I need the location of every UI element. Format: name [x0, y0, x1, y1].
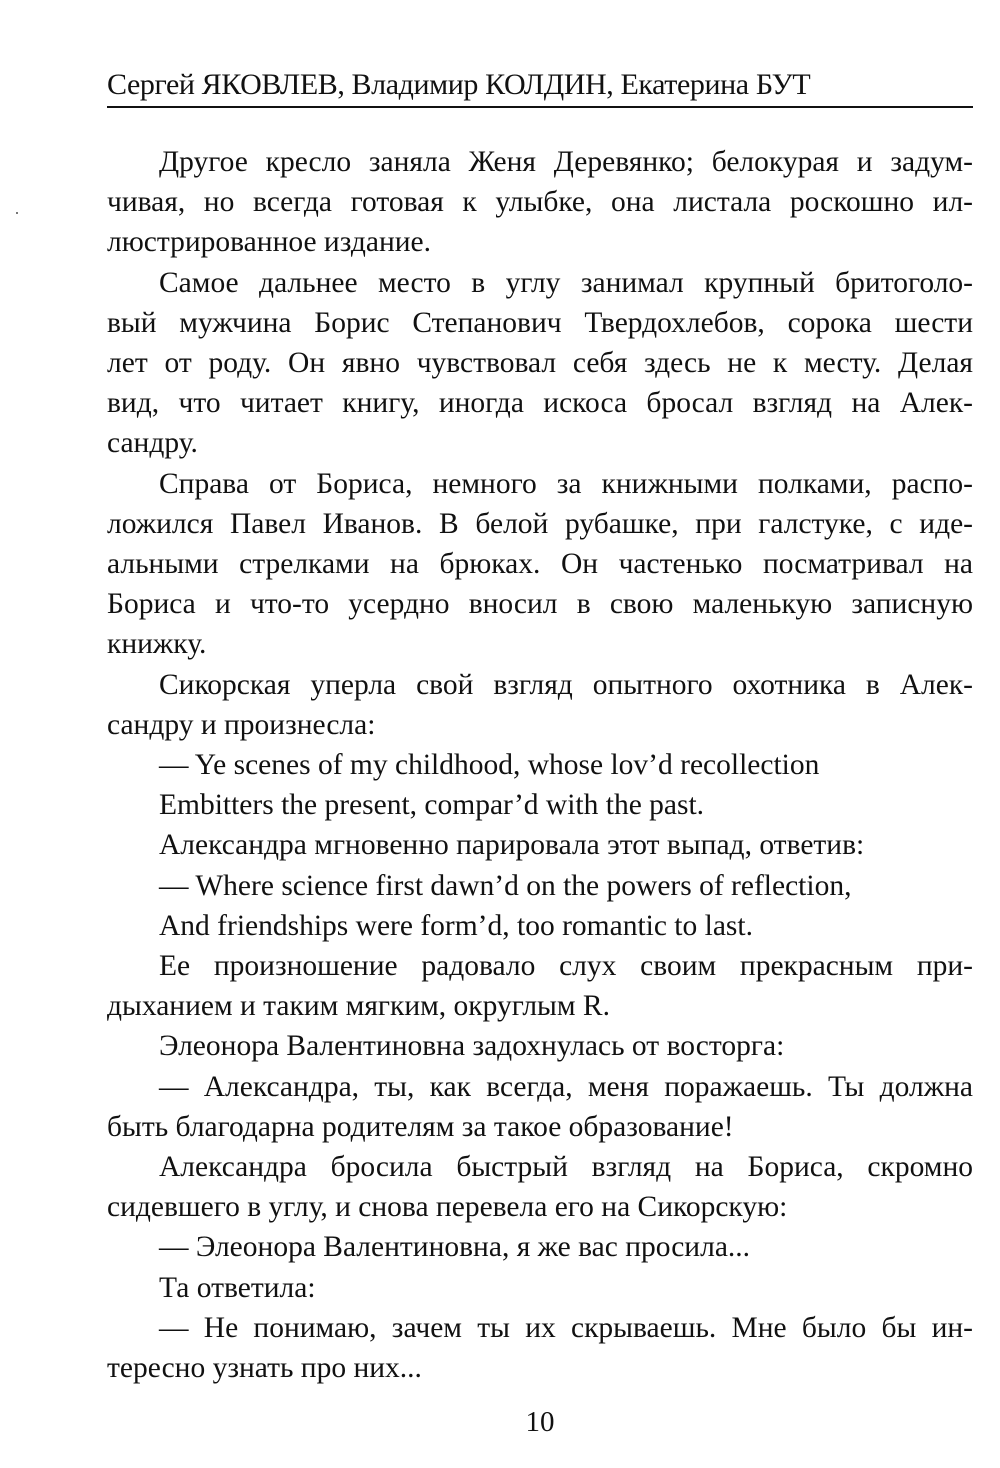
text-line: вый мужчина Борис Степанович Твердохлебов, сорока шести	[107, 306, 973, 339]
verse-quote	[107, 745, 973, 825]
text-line: — Не понимаю, зачем ты их скрываешь. Мне было бы ин-	[159, 1311, 973, 1344]
paragraph	[107, 142, 973, 263]
body-text	[107, 142, 973, 1388]
paragraph	[107, 1147, 973, 1227]
text-line: вид, что читает книгу, иногда искоса бросал взгляд на Алек-	[107, 387, 973, 420]
paragraph	[107, 665, 973, 745]
header-rule	[107, 106, 973, 108]
text-line: дыханием и таким мягким, округлым R.	[107, 990, 610, 1023]
page-number: 10	[525, 1406, 555, 1438]
text-line: Справа от Бориса, немного за книжными полками, распо-	[159, 467, 973, 500]
verse-line: — Where science first dawn’d on the powers of reflection,	[159, 869, 852, 902]
paragraph	[107, 946, 973, 1026]
paragraph	[107, 1026, 973, 1066]
paragraph	[107, 263, 973, 464]
text-line: быть благодарна родителям за такое образование!	[107, 1110, 734, 1143]
verse-line: Embitters the present, compar’d with the past.	[159, 789, 705, 822]
verse-line: — Ye scenes of my childhood, whose lov’d recollection	[159, 749, 820, 782]
verse-line: And friendships were form’d, too romantic to last.	[159, 909, 753, 942]
text-line: Самое дальнее место в углу занимал крупный бритоголо-	[159, 266, 973, 299]
verse-quote	[107, 866, 973, 946]
dialogue-paragraph	[107, 1067, 973, 1147]
text-line: — Элеонора Валентиновна, я же вас просила...	[159, 1231, 751, 1264]
dialogue-paragraph	[107, 1227, 973, 1267]
text-line: Элеонора Валентиновна задохнулась от восторга:	[159, 1030, 785, 1063]
paragraph	[107, 825, 973, 865]
dialogue-paragraph	[107, 1308, 973, 1388]
text-line: — Александра, ты, как всегда, меня поражаешь. Ты должна	[159, 1070, 973, 1103]
scan-speck	[16, 212, 18, 214]
text-line: Другое кресло заняла Женя Деревянко; белокурая и задум-	[159, 146, 973, 178]
text-line: сандру и произнесла:	[107, 708, 376, 741]
text-line: сандру.	[107, 427, 198, 460]
text-line: лет от роду. Он явно чувствовал себя здесь не к месту. Делая	[107, 347, 973, 380]
text-line: книжку.	[107, 628, 207, 661]
text-line: Александра бросила быстрый взгляд на Бориса, скромно	[159, 1151, 973, 1184]
text-line: Ее произношение радовало слух своим прекрасным при-	[159, 950, 973, 983]
paragraph	[107, 1268, 973, 1308]
text-line: люстрированное издание.	[107, 226, 431, 259]
text-line: сидевшего в углу, и снова перевела его на Сикорскую:	[107, 1191, 788, 1224]
text-line: Бориса и что-то усердно вносил в свою маленькую записную	[107, 588, 973, 621]
text-line: тересно узнать про них...	[107, 1352, 422, 1385]
text-line: чивая, но всегда готовая к улыбке, она листала роскошно ил-	[107, 186, 973, 219]
text-line: Александра мгновенно парировала этот выпад, ответив:	[159, 829, 865, 862]
text-line: Та ответила:	[159, 1271, 316, 1304]
text-line: Сикорская уперла свой взгляд опытного охотника в Алек-	[159, 668, 973, 701]
paragraph	[107, 464, 973, 665]
text-line: альными стрелками на брюках. Он частенько посматривал на	[107, 548, 973, 581]
running-head: Сергей ЯКОВЛЕВ, Владимир КОЛДИН, Екатерина БУТ	[107, 68, 811, 101]
text-line: ложился Павел Иванов. В белой рубашке, при галстуке, с иде-	[107, 507, 973, 540]
